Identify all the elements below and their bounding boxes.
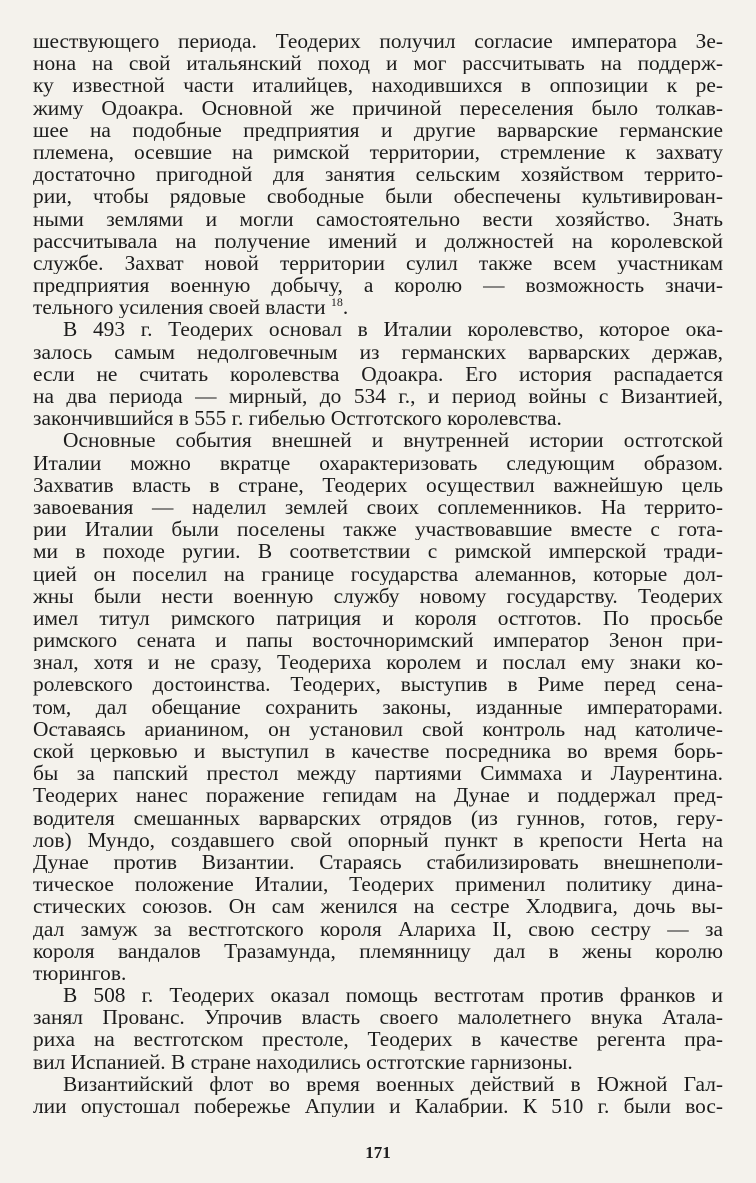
text-line	[33, 296, 723, 318]
sentence-end: .	[342, 296, 349, 319]
paragraph-1	[33, 30, 723, 318]
text-line: ми в походе ругии. В соответствии с римской имперской тради-	[33, 540, 723, 563]
text-line: лов) Мундо, создавшего свой опорный пункт в крепости Herta на	[33, 828, 723, 851]
text-line: ными землями и могли самостоятельно вести хозяйство. Знать	[33, 207, 723, 230]
text-line: на два периода — мирный, до 534 г., и период войны с Византией,	[33, 385, 723, 408]
paragraph-5	[33, 1073, 723, 1117]
text-line: цией он поселил на границе государства алеманнов, которые дол-	[33, 562, 723, 585]
text-line: тическое положение Италии, Теодерих применил политику дина-	[33, 873, 723, 896]
text-line-content: тельного усиления своей власти	[33, 296, 326, 319]
text-line: Дунае против Византии. Стараясь стабилизировать внешнеполи-	[33, 850, 723, 874]
text-line: риха на вестготском престоле, Теодерих в качестве регента пра-	[33, 1028, 723, 1051]
text-line: стических союзов. Он сам женился на сестре Хлодвига, дочь вы-	[33, 895, 723, 918]
text-line: ку известной части италийцев, находившихся в оппозиции к ре-	[33, 74, 723, 97]
text-line: нона на свой итальянский поход и мог рассчитывать на поддерж-	[33, 52, 723, 75]
text-line: занял Прованс. Упрочив власть своего малолетнего внука Атала-	[33, 1006, 723, 1029]
text-line: Византийский флот во время военных действий в Южной Гал-	[63, 1072, 723, 1095]
text-line: Италии можно вкратце охарактеризовать следующим образом.	[33, 451, 723, 474]
page-number: 171	[365, 1143, 391, 1162]
text-line: В 493 г. Теодерих основал в Италии королевство, которое ока-	[63, 318, 723, 341]
text-line: завоевания — наделил землей своих соплеменников. На террито-	[33, 495, 723, 519]
text-line: тюрингов.	[33, 961, 127, 985]
text-line: рассчитывала на получение имений и должностей на королевской	[33, 229, 723, 252]
text-line: шее на подобные предприятия и другие варварские германские	[33, 118, 723, 141]
text-line: Захватив власть в стране, Теодерих осуществил важнейшую цель	[33, 473, 723, 496]
text-line: жиму Одоакра. Основной же причиной переселения было толкав-	[33, 96, 723, 119]
text-line: Теодерих нанес поражение гепидам на Дунае и поддержал пред-	[33, 784, 723, 807]
text-line: племена, осевшие на римской территории, стремление к захвату	[33, 140, 723, 164]
text-line: римского сената и папы восточноримский император Зенон при-	[33, 629, 723, 652]
text-line: шествующего периода. Теодерих получил согласие императора Зе-	[33, 30, 723, 53]
text-line: дал замуж за вестготского короля Алариха II, свою сестру — за	[33, 917, 723, 940]
text-line: достаточно пригодной для занятия сельским хозяйством террито-	[33, 163, 723, 186]
text-line: залось самым недолговечным из германских варварских держав,	[33, 340, 723, 363]
text-line: Основные события внешней и внутренней истории остготской	[63, 429, 723, 452]
paragraph-3	[33, 429, 723, 984]
paragraph-2	[33, 318, 723, 429]
text-line: бы за папский престол между партиями Симмаха и Лаурентина.	[33, 762, 723, 785]
text-line: ролевского достоинства. Теодерих, выступив в Риме перед сена-	[33, 673, 723, 696]
text-line: службе. Захват новой территории сулил также всем участникам	[33, 251, 723, 275]
text-line: если не считать королевства Одоакра. Его история распадается	[33, 362, 723, 385]
text-line: имел титул римского патриция и короля остготов. По просьбе	[33, 606, 723, 630]
footnote-marker: 18	[330, 296, 343, 310]
text-line: лии опустошал побережье Апулии и Калабрии. К 510 г. были вос-	[33, 1095, 723, 1118]
text-line: предприятия военную добычу, а королю — возможность значи-	[33, 274, 723, 297]
text-line: жны были нести военную службу новому государству. Теодерих	[33, 584, 723, 607]
text-line: В 508 г. Теодерих оказал помощь вестготам против франков и	[63, 984, 723, 1007]
text-line: короля вандалов Тразамунда, племянницу дал в жены королю	[33, 939, 723, 962]
paragraph-4	[33, 984, 723, 1073]
text-line: ской церковью и выступил в качестве посредника во время борь-	[33, 740, 723, 763]
text-line: водителя смешанных варварских отрядов (из гуннов, готов, геру-	[33, 806, 723, 829]
text-line: Оставаясь арианином, он установил свой контроль над католиче-	[33, 717, 723, 740]
text-line: закончившийся в 555 г. гибелью Остготского королевства.	[33, 407, 562, 430]
text-line: том, дал обещание сохранить законы, изданные императорами.	[33, 695, 723, 718]
page-body	[33, 30, 723, 1160]
text-line: вил Испанией. В стране находились остготские гарнизоны.	[33, 1050, 573, 1073]
text-line: рии, чтобы рядовые свободные были обеспечены культивирован-	[33, 185, 723, 208]
text-line: знал, хотя и не сразу, Теодериха королем и послал ему знаки ко-	[33, 651, 723, 674]
text-line: рии Италии были поселены также участвовавшие вместе с гота-	[33, 518, 723, 541]
